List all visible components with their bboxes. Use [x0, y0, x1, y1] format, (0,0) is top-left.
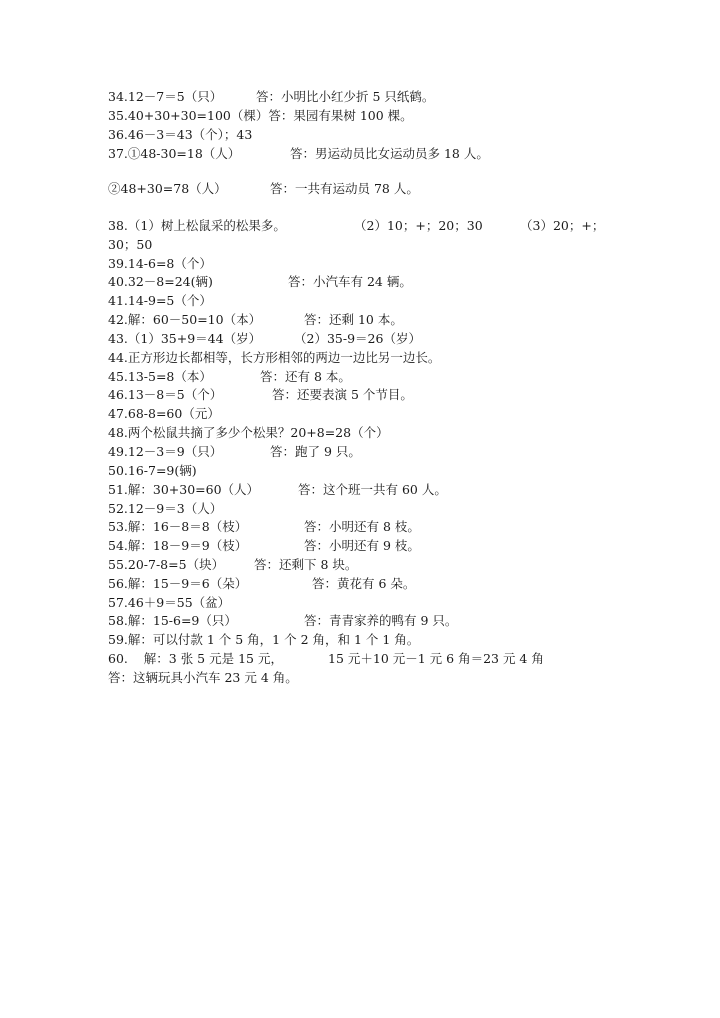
answer-43: 43.（1）35+9＝44（岁） （2）35-9＝26（岁） — [108, 331, 421, 346]
answer-45: 45.13-5=8（本） 答：还有 8 本。 — [108, 369, 351, 384]
answer-46: 46.13－8＝5（个） 答：还要表演 5 个节目。 — [108, 387, 413, 402]
answer-41: 41.14-9=5（个） — [108, 293, 212, 308]
answer-37-2: ②48+30=78（人） 答：一共有运动员 78 人。 — [108, 181, 419, 196]
answer-38: 38.（1）树上松鼠采的松果多。 （2）10；+；20；30 （3）20；+； — [108, 218, 605, 233]
answer-47: 47.68-8=60（元） — [108, 406, 220, 421]
answer-51: 51.解：30+30=60（人） 答：这个班一共有 60 人。 — [108, 482, 447, 497]
answer-34: 34.12－7＝5（只） 答：小明比小红少折 5 只纸鹤。 — [108, 89, 435, 104]
answer-37-1: 37.①48-30=18（人） 答：男运动员比女运动员多 18 人。 — [108, 146, 489, 161]
answer-59: 59.解：可以付款 1 个 5 角，1 个 2 角，和 1 个 1 角。 — [108, 632, 420, 647]
answer-48: 48.两个松鼠共摘了多少个松果？20+8=28（个） — [108, 425, 389, 440]
answer-40: 40.32－8=24(辆) 答：小汽车有 24 辆。 — [108, 274, 412, 289]
answer-50: 50.16-7=9(辆) — [108, 463, 197, 478]
answer-56: 56.解：15－9＝6（朵） 答：黄花有 6 朵。 — [108, 576, 416, 591]
answer-42: 42.解：60－50=10（本） 答：还剩 10 本。 — [108, 312, 403, 327]
answer-44: 44.正方形边长都相等，长方形相邻的两边一边比另一边长。 — [108, 350, 441, 365]
answer-57: 57.46＋9＝55（盆） — [108, 595, 231, 610]
answer-49: 49.12－3＝9（只） 答：跑了 9 只。 — [108, 444, 361, 459]
answer-54: 54.解：18－9＝9（枝） 答：小明还有 9 枝。 — [108, 538, 420, 553]
answer-38-cont: 30；50 — [108, 237, 153, 252]
answer-52: 52.12－9＝3（人） — [108, 501, 223, 516]
answer-53: 53.解：16－8＝8（枝） 答：小明还有 8 枝。 — [108, 519, 420, 534]
answer-58: 58.解：15-6=9（只） 答：青青家养的鸭有 9 只。 — [108, 613, 458, 628]
answer-36: 36.46－3＝43（个）；43 — [108, 127, 253, 142]
answer-39: 39.14-6=8（个） — [108, 256, 212, 271]
answer-60-conclusion: 答：这辆玩具小汽车 23 元 4 角。 — [108, 670, 298, 685]
answer-60: 60. 解：3 张 5 元是 15 元， 15 元＋10 元－1 元 6 角＝23 元 4 角 — [108, 651, 544, 666]
answer-55: 55.20-7-8=5（块） 答：还剩下 8 块。 — [108, 557, 358, 572]
answer-35: 35.40+30+30=100（棵）答：果园有果树 100 棵。 — [108, 108, 413, 123]
